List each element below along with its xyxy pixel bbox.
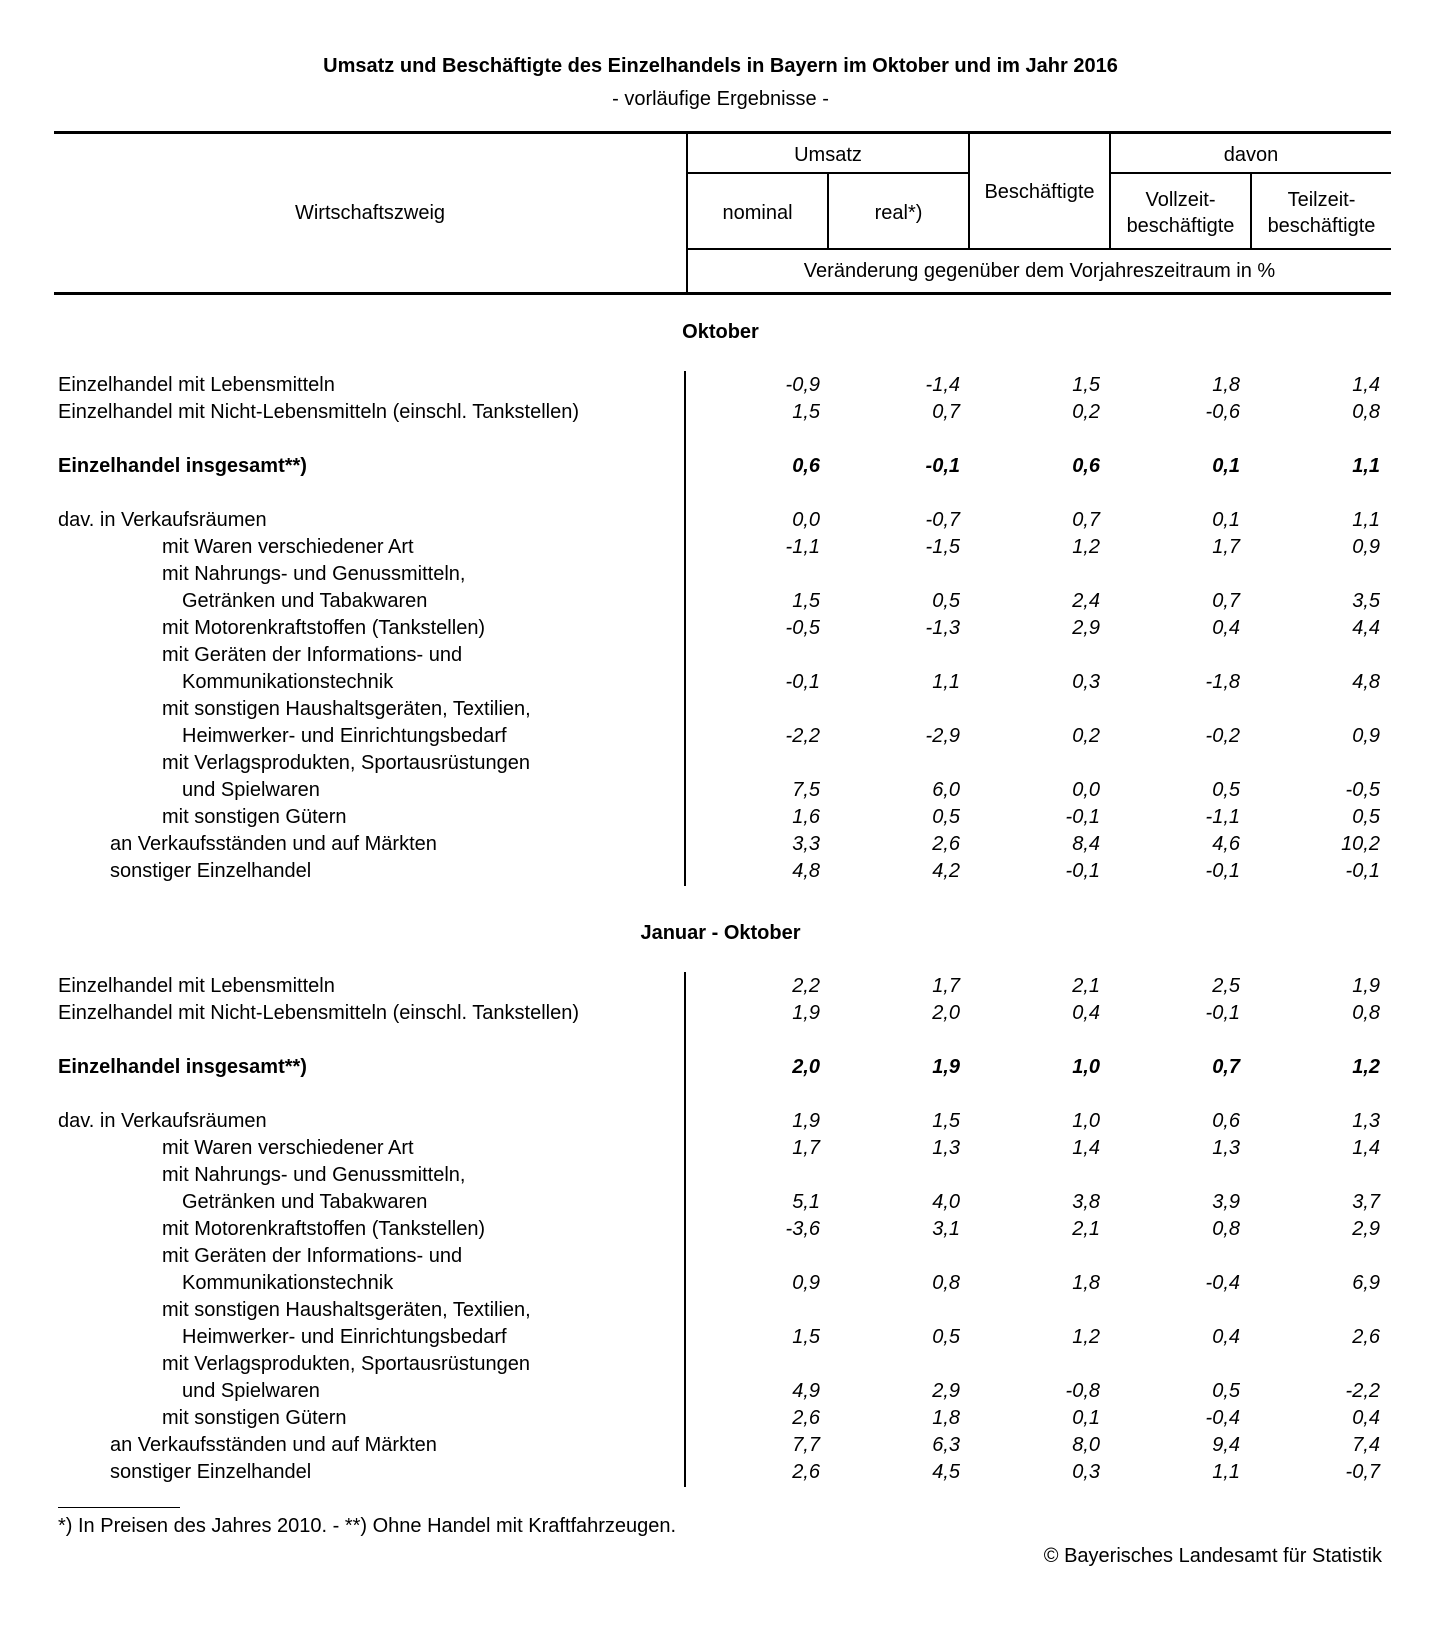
row-value: 1,5 bbox=[932, 1110, 960, 1132]
row-value: 0,0 bbox=[792, 509, 820, 531]
table-row bbox=[0, 590, 1441, 617]
header-teilzeit bbox=[1252, 187, 1391, 239]
row-value: 4,8 bbox=[1352, 671, 1380, 693]
table-row bbox=[0, 509, 1441, 536]
row-value: 7,5 bbox=[792, 779, 820, 801]
table-top-rule bbox=[54, 131, 1391, 134]
row-value: 0,5 bbox=[932, 806, 960, 828]
row-value: 1,1 bbox=[1352, 455, 1380, 477]
table-row bbox=[0, 975, 1441, 1002]
header-real: real*) bbox=[874, 202, 923, 224]
table-row bbox=[0, 617, 1441, 644]
row-label: Einzelhandel insgesamt**) bbox=[58, 1056, 307, 1078]
row-value: -0,1 bbox=[1205, 860, 1240, 882]
row-value: -2,2 bbox=[785, 725, 820, 747]
footnote-rule bbox=[58, 1507, 180, 1508]
table-row bbox=[0, 1407, 1441, 1434]
table-row bbox=[0, 1353, 1441, 1380]
row-label: Getränken und Tabakwaren bbox=[182, 1191, 428, 1213]
row-value: 0,8 bbox=[1352, 1002, 1380, 1024]
row-value: 0,7 bbox=[932, 401, 960, 423]
row-value: 2,6 bbox=[792, 1407, 820, 1429]
row-value: 1,7 bbox=[932, 975, 960, 997]
row-value: 2,5 bbox=[1212, 975, 1240, 997]
table-row bbox=[0, 1299, 1441, 1326]
row-value: 4,0 bbox=[932, 1191, 960, 1213]
header-teilzeit-line1: Teilzeit- bbox=[1287, 189, 1356, 211]
table-row bbox=[0, 563, 1441, 590]
row-value: 0,5 bbox=[1212, 1380, 1240, 1402]
row-value: 2,0 bbox=[932, 1002, 960, 1024]
row-value: 1,2 bbox=[1352, 1056, 1380, 1078]
table-row bbox=[0, 779, 1441, 806]
header-rule-columns bbox=[687, 248, 1391, 250]
row-value: -0,9 bbox=[785, 374, 820, 396]
row-label: Kommunikationstechnik bbox=[182, 1272, 394, 1294]
row-value: -0,6 bbox=[1205, 401, 1240, 423]
row-label: mit Verlagsprodukten, Sportausrüstungen bbox=[162, 1353, 530, 1375]
header-umsatz: Umsatz bbox=[794, 144, 862, 166]
table-row bbox=[0, 725, 1441, 752]
table-row bbox=[0, 1164, 1441, 1191]
row-value: 0,5 bbox=[932, 590, 960, 612]
row-label: Einzelhandel mit Nicht-Lebensmitteln (einschl. Tankstellen) bbox=[58, 401, 579, 423]
row-label: mit sonstigen Haushaltsgeräten, Textilien, bbox=[162, 1299, 531, 1321]
copyright: © Bayerisches Landesamt für Statistik bbox=[1043, 1545, 1382, 1567]
row-value: 0,0 bbox=[1072, 779, 1100, 801]
table-row bbox=[0, 536, 1441, 563]
row-value: -0,5 bbox=[1345, 779, 1380, 801]
row-value: 7,7 bbox=[792, 1434, 820, 1456]
row-value: 0,4 bbox=[1352, 1407, 1380, 1429]
row-value: 9,4 bbox=[1212, 1434, 1240, 1456]
table-row bbox=[0, 1191, 1441, 1218]
header-teilzeit-line2: beschäftigte bbox=[1267, 215, 1376, 237]
row-value: 0,4 bbox=[1212, 617, 1240, 639]
row-value: 3,5 bbox=[1352, 590, 1380, 612]
row-value: 4,5 bbox=[932, 1461, 960, 1483]
header-wirtschaftszweig: Wirtschaftszweig bbox=[294, 202, 446, 224]
row-value: -3,6 bbox=[785, 1218, 820, 1240]
row-value: 0,6 bbox=[1212, 1110, 1240, 1132]
table-row bbox=[0, 806, 1441, 833]
row-label: Einzelhandel mit Lebensmitteln bbox=[58, 975, 335, 997]
row-value: 2,0 bbox=[792, 1056, 820, 1078]
table-row bbox=[0, 455, 1441, 482]
row-label: mit sonstigen Gütern bbox=[162, 1407, 347, 1429]
section-title: Oktober bbox=[682, 321, 759, 343]
table-row bbox=[0, 1137, 1441, 1164]
row-label: mit Waren verschiedener Art bbox=[162, 1137, 414, 1159]
row-value: 4,9 bbox=[792, 1380, 820, 1402]
row-value: -1,8 bbox=[1205, 671, 1240, 693]
row-value: -0,1 bbox=[1065, 860, 1100, 882]
row-value: 4,2 bbox=[932, 860, 960, 882]
table-row bbox=[0, 374, 1441, 401]
row-value: 0,5 bbox=[932, 1326, 960, 1348]
row-label: mit sonstigen Haushaltsgeräten, Textilien, bbox=[162, 698, 531, 720]
row-value: 1,6 bbox=[792, 806, 820, 828]
row-value: -1,1 bbox=[1205, 806, 1240, 828]
row-value: 0,3 bbox=[1072, 1461, 1100, 1483]
table-row bbox=[0, 698, 1441, 725]
row-value: 0,9 bbox=[792, 1272, 820, 1294]
row-value: 2,9 bbox=[1072, 617, 1100, 639]
row-label: Einzelhandel mit Nicht-Lebensmitteln (einschl. Tankstellen) bbox=[58, 1002, 579, 1024]
header-vollzeit-line2: beschäftigte bbox=[1126, 215, 1235, 237]
table-row bbox=[0, 1002, 1441, 1029]
table-row bbox=[0, 860, 1441, 887]
row-value: 0,8 bbox=[932, 1272, 960, 1294]
row-value: -0,2 bbox=[1205, 725, 1240, 747]
row-value: 1,2 bbox=[1072, 1326, 1100, 1348]
row-value: 0,4 bbox=[1072, 1002, 1100, 1024]
row-value: -0,1 bbox=[1065, 806, 1100, 828]
row-value: 1,0 bbox=[1072, 1056, 1100, 1078]
row-value: 1,3 bbox=[1352, 1110, 1380, 1132]
row-label: Getränken und Tabakwaren bbox=[182, 590, 428, 612]
row-value: -0,1 bbox=[785, 671, 820, 693]
table-row bbox=[0, 401, 1441, 428]
row-label: mit Geräten der Informations- und bbox=[162, 644, 463, 666]
row-value: 0,4 bbox=[1212, 1326, 1240, 1348]
table-row bbox=[0, 1056, 1441, 1083]
row-label: mit Motorenkraftstoffen (Tankstellen) bbox=[162, 1218, 486, 1240]
row-value: 1,9 bbox=[792, 1002, 820, 1024]
row-value: 0,7 bbox=[1212, 1056, 1240, 1078]
table-row bbox=[0, 644, 1441, 671]
table-row bbox=[0, 1461, 1441, 1488]
row-value: 6,3 bbox=[932, 1434, 960, 1456]
row-value: -0,4 bbox=[1205, 1407, 1240, 1429]
row-value: 1,4 bbox=[1352, 374, 1380, 396]
row-value: 8,0 bbox=[1072, 1434, 1100, 1456]
row-label: mit Waren verschiedener Art bbox=[162, 536, 414, 558]
row-value: 3,3 bbox=[792, 833, 820, 855]
row-value: 1,9 bbox=[792, 1110, 820, 1132]
row-value: 1,8 bbox=[932, 1407, 960, 1429]
header-vollzeit-line1: Vollzeit- bbox=[1145, 189, 1216, 211]
row-value: 1,3 bbox=[932, 1137, 960, 1159]
row-value: 1,8 bbox=[1072, 1272, 1100, 1294]
row-value: 1,5 bbox=[792, 401, 820, 423]
row-value: 1,5 bbox=[792, 590, 820, 612]
row-value: 2,1 bbox=[1072, 975, 1100, 997]
row-value: -0,5 bbox=[785, 617, 820, 639]
row-value: 0,9 bbox=[1352, 536, 1380, 558]
row-value: 1,4 bbox=[1352, 1137, 1380, 1159]
row-value: 2,4 bbox=[1072, 590, 1100, 612]
table-row bbox=[0, 1245, 1441, 1272]
row-label: mit Verlagsprodukten, Sportausrüstungen bbox=[162, 752, 530, 774]
row-value: 1,8 bbox=[1212, 374, 1240, 396]
row-value: -0,8 bbox=[1065, 1380, 1100, 1402]
table-row bbox=[0, 1326, 1441, 1353]
row-label: Einzelhandel mit Lebensmitteln bbox=[58, 374, 335, 396]
row-label: Heimwerker- und Einrichtungsbedarf bbox=[182, 725, 507, 747]
row-value: 1,7 bbox=[1212, 536, 1240, 558]
row-value: 3,9 bbox=[1212, 1191, 1240, 1213]
row-value: -0,1 bbox=[1345, 860, 1380, 882]
row-value: 5,1 bbox=[792, 1191, 820, 1213]
row-value: 1,7 bbox=[792, 1137, 820, 1159]
row-value: -0,1 bbox=[925, 455, 960, 477]
row-value: 0,6 bbox=[1072, 455, 1100, 477]
page-title: Umsatz und Beschäftigte des Einzelhandels in Bayern im Oktober und im Jahr 2016 bbox=[323, 55, 1118, 77]
row-value: -0,7 bbox=[1345, 1461, 1380, 1483]
row-label: an Verkaufsständen und auf Märkten bbox=[110, 1434, 437, 1456]
section-title: Januar - Oktober bbox=[640, 922, 801, 944]
row-label: Kommunikationstechnik bbox=[182, 671, 394, 693]
row-value: 2,1 bbox=[1072, 1218, 1100, 1240]
header-unit: Veränderung gegenüber dem Vorjahreszeitraum in % bbox=[803, 260, 1276, 282]
header-davon: davon bbox=[1223, 144, 1279, 166]
row-value: 4,6 bbox=[1212, 833, 1240, 855]
row-value: 6,0 bbox=[932, 779, 960, 801]
row-value: -0,4 bbox=[1205, 1272, 1240, 1294]
row-label: sonstiger Einzelhandel bbox=[110, 860, 312, 882]
row-value: 2,9 bbox=[932, 1380, 960, 1402]
row-label: dav. in Verkaufsräumen bbox=[58, 1110, 267, 1132]
row-value: 0,7 bbox=[1212, 590, 1240, 612]
header-nominal: nominal bbox=[722, 202, 793, 224]
row-value: 8,4 bbox=[1072, 833, 1100, 855]
table-row bbox=[0, 1218, 1441, 1245]
row-value: 0,2 bbox=[1072, 725, 1100, 747]
row-value: 2,6 bbox=[792, 1461, 820, 1483]
row-value: 4,8 bbox=[792, 860, 820, 882]
row-value: 2,6 bbox=[932, 833, 960, 855]
row-value: 3,7 bbox=[1352, 1191, 1380, 1213]
row-value: 0,1 bbox=[1212, 509, 1240, 531]
header-vollzeit bbox=[1111, 187, 1250, 239]
row-value: 1,5 bbox=[1072, 374, 1100, 396]
row-value: -1,5 bbox=[925, 536, 960, 558]
table-row bbox=[0, 671, 1441, 698]
row-label: mit sonstigen Gütern bbox=[162, 806, 347, 828]
row-value: -2,9 bbox=[925, 725, 960, 747]
row-label: Heimwerker- und Einrichtungsbedarf bbox=[182, 1326, 507, 1348]
table-row bbox=[0, 1380, 1441, 1407]
row-value: 3,8 bbox=[1072, 1191, 1100, 1213]
row-value: 1,5 bbox=[792, 1326, 820, 1348]
row-value: 0,8 bbox=[1212, 1218, 1240, 1240]
row-label: mit Geräten der Informations- und bbox=[162, 1245, 463, 1267]
row-value: 4,4 bbox=[1352, 617, 1380, 639]
table-row bbox=[0, 1110, 1441, 1137]
row-value: 0,1 bbox=[1072, 1407, 1100, 1429]
row-label: und Spielwaren bbox=[182, 779, 320, 801]
table-row bbox=[0, 833, 1441, 860]
row-value: 7,4 bbox=[1352, 1434, 1380, 1456]
row-label: mit Nahrungs- und Genussmitteln, bbox=[162, 563, 466, 585]
row-value: 1,0 bbox=[1072, 1110, 1100, 1132]
row-label: an Verkaufsständen und auf Märkten bbox=[110, 833, 437, 855]
table-row bbox=[0, 752, 1441, 779]
row-value: 1,3 bbox=[1212, 1137, 1240, 1159]
row-value: 1,9 bbox=[1352, 975, 1380, 997]
row-value: 0,3 bbox=[1072, 671, 1100, 693]
row-value: 0,8 bbox=[1352, 401, 1380, 423]
row-value: 2,6 bbox=[1352, 1326, 1380, 1348]
table-row bbox=[0, 1434, 1441, 1461]
row-label: sonstiger Einzelhandel bbox=[110, 1461, 312, 1483]
row-value: -2,2 bbox=[1345, 1380, 1380, 1402]
page-subtitle: - vorläufige Ergebnisse - bbox=[612, 88, 829, 110]
row-value: 0,5 bbox=[1212, 779, 1240, 801]
row-value: 6,9 bbox=[1352, 1272, 1380, 1294]
row-value: -0,7 bbox=[925, 509, 960, 531]
header-bottom-rule bbox=[54, 292, 1391, 295]
header-beschaeftigte: Beschäftigte bbox=[984, 181, 1095, 203]
row-value: 1,4 bbox=[1072, 1137, 1100, 1159]
row-value: 0,7 bbox=[1072, 509, 1100, 531]
row-value: 10,2 bbox=[1341, 833, 1380, 855]
row-value: 0,5 bbox=[1352, 806, 1380, 828]
row-value: 1,9 bbox=[932, 1056, 960, 1078]
footnote: *) In Preisen des Jahres 2010. - **) Ohne Handel mit Kraftfahrzeugen. bbox=[58, 1515, 677, 1537]
row-label: mit Nahrungs- und Genussmitteln, bbox=[162, 1164, 466, 1186]
row-value: -1,1 bbox=[785, 536, 820, 558]
row-value: -1,3 bbox=[925, 617, 960, 639]
row-value: 1,1 bbox=[1212, 1461, 1240, 1483]
row-value: 1,2 bbox=[1072, 536, 1100, 558]
row-value: 0,2 bbox=[1072, 401, 1100, 423]
row-label: und Spielwaren bbox=[182, 1380, 320, 1402]
row-value: -0,1 bbox=[1205, 1002, 1240, 1024]
table-row bbox=[0, 1272, 1441, 1299]
row-value: 0,1 bbox=[1212, 455, 1240, 477]
row-value: 1,1 bbox=[932, 671, 960, 693]
row-label: mit Motorenkraftstoffen (Tankstellen) bbox=[162, 617, 486, 639]
row-value: 2,9 bbox=[1352, 1218, 1380, 1240]
row-value: -1,4 bbox=[925, 374, 960, 396]
row-value: 3,1 bbox=[932, 1218, 960, 1240]
row-label: dav. in Verkaufsräumen bbox=[58, 509, 267, 531]
row-label: Einzelhandel insgesamt**) bbox=[58, 455, 307, 477]
row-value: 2,2 bbox=[792, 975, 820, 997]
row-value: 1,1 bbox=[1352, 509, 1380, 531]
row-value: 0,6 bbox=[792, 455, 820, 477]
row-value: 0,9 bbox=[1352, 725, 1380, 747]
